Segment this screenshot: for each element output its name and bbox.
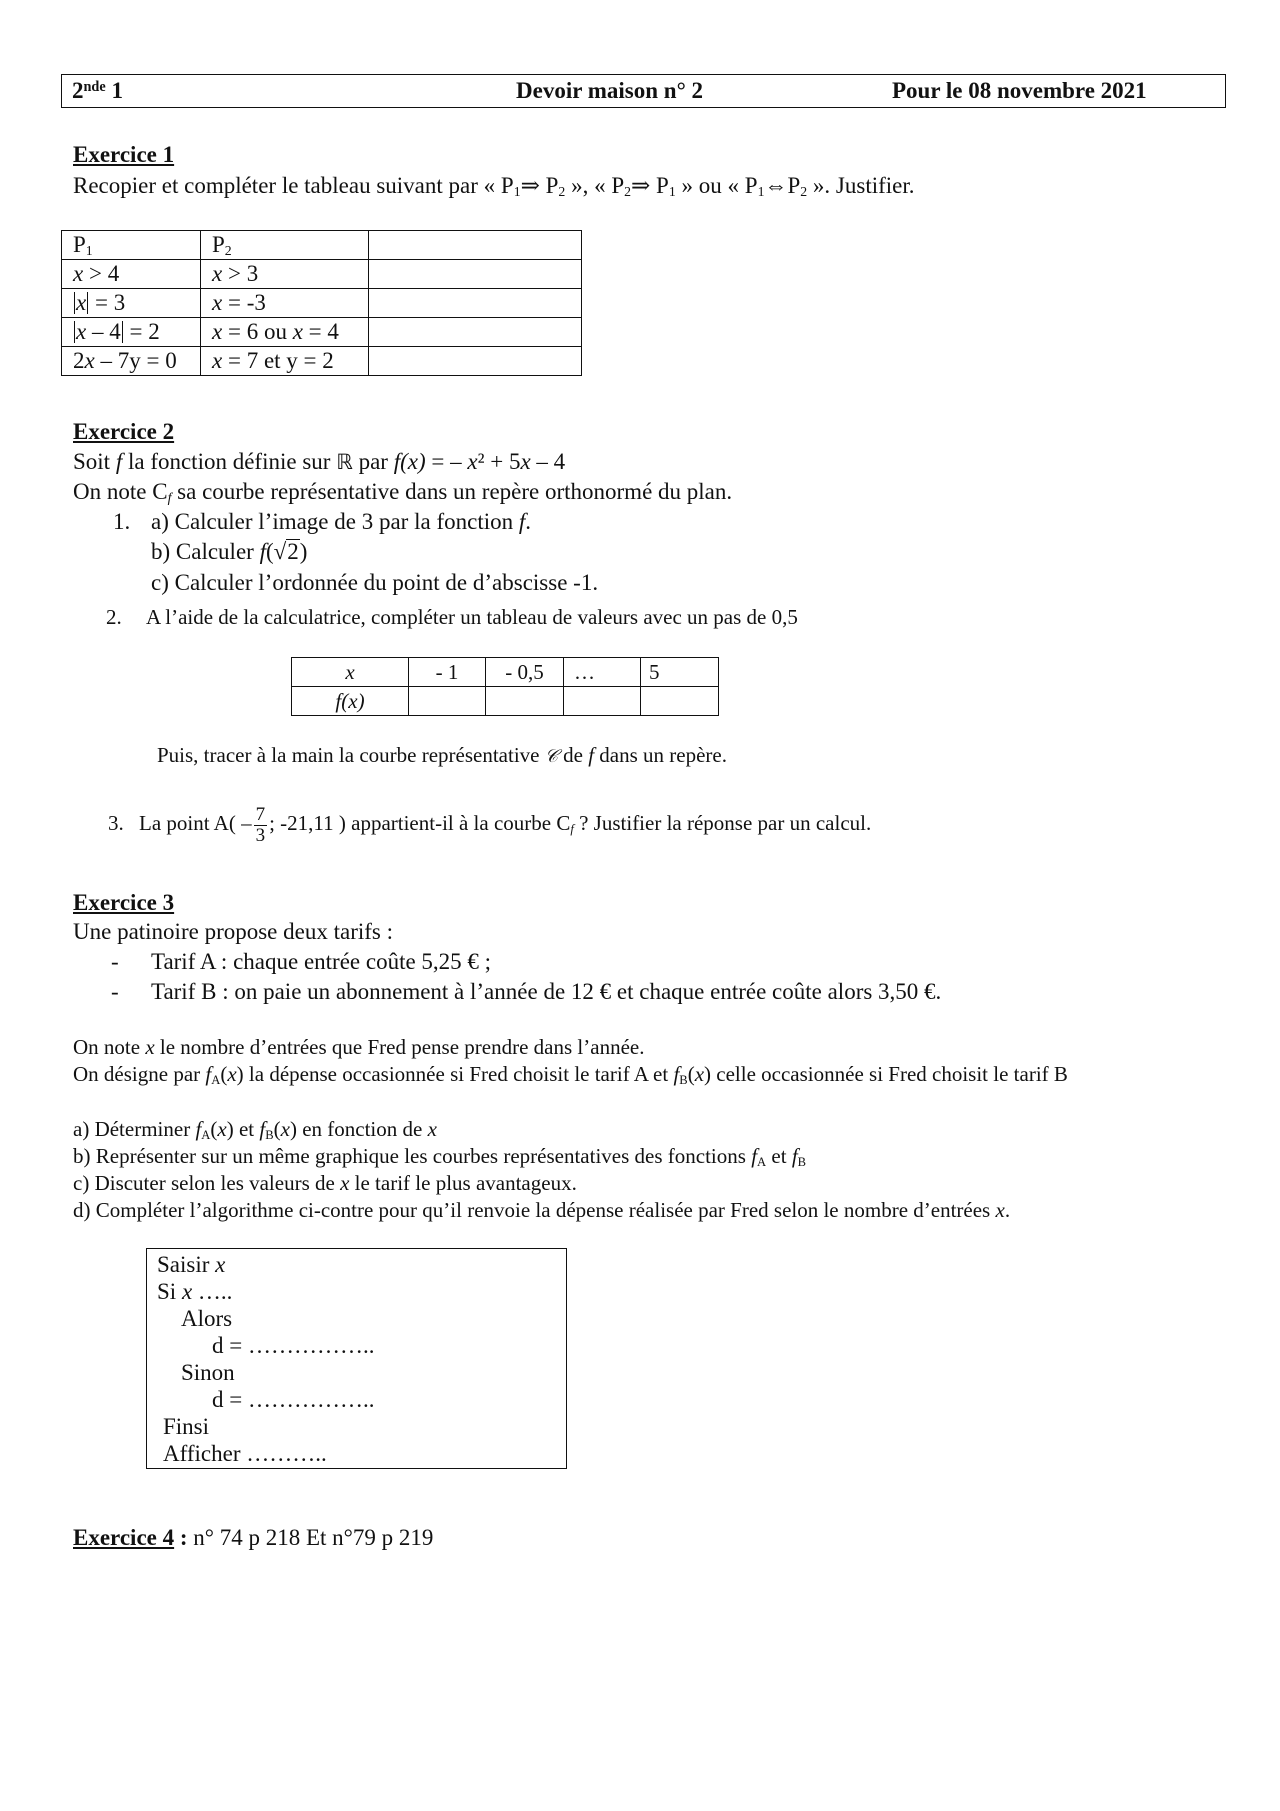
ex4: Exercice 4 : n° 74 p 218 Et n°79 p 219 (73, 1525, 434, 1550)
table-cell: x – 4 = 2 (62, 318, 201, 347)
table-row (62, 260, 582, 289)
ex3-qc: c) Discuter selon les valeurs de x le tarif le plus avantageux. (73, 1171, 577, 1195)
ex3-qd: d) Compléter l’algorithme ci-contre pour qu’il renvoie la dépense réalisée par Fred selon le nombre d’entrées x. (73, 1198, 1011, 1222)
table-cell: x > 4 (62, 260, 201, 289)
algo-line: Saisir x (157, 1252, 226, 1277)
table-cell: - 0,5 (486, 658, 564, 687)
header-box (61, 74, 1226, 108)
table-cell: f(x) (292, 687, 409, 716)
table-cell: x (292, 658, 409, 687)
table-cell (369, 347, 582, 376)
ex1-table (61, 230, 582, 376)
table-cell: - 1 (409, 658, 486, 687)
algo-line: d = …………….. (212, 1333, 375, 1358)
ex3-note-x: On note x le nombre d’entrées que Fred pense prendre dans l’année. (73, 1035, 645, 1059)
ex2-q3-number: 3. (108, 811, 124, 835)
algo-line: Alors (181, 1306, 233, 1331)
table-cell: x = 3 (62, 289, 201, 318)
table-cell (409, 687, 486, 716)
table-cell: x = 7 et y = 2 (201, 347, 369, 376)
table-cell (564, 687, 641, 716)
table-cell: x > 3 (201, 260, 369, 289)
table-cell (369, 231, 582, 260)
ex3-tarif-b: Tarif B : on paie un abonnement à l’année de 12 € et chaque entrée coûte alors 3,50 €. (151, 979, 942, 1004)
table-cell (641, 687, 719, 716)
bullet-dash: - (111, 949, 119, 974)
ex3-note-f: On désigne par $f_A(x)$ la dépense occasionnée si Fred choisit le tarif A et $f_B(x)$ celle occasionnée si Fred choisit le tarif B (73, 1062, 1068, 1087)
ex1-instructions: Recopier et compléter le tableau suivant par « $P_1\Rightarrow$ $P_2$ », « $P_2\Rightarrow$ $P_1$ » ou « $P_1\Leftrightarrow P_2$ ». Justifier. (73, 173, 915, 199)
table-row (292, 658, 719, 687)
table-row (62, 318, 582, 347)
ex2-q2: A l’aide de la calculatrice, compléter un tableau de valeurs avec un pas de 0,5 (146, 605, 798, 629)
ex3-qa: a) Déterminer $f_A(x)$ et $f_B(x)$ en fonction de x (73, 1117, 437, 1142)
assignment-title: Devoir maison n° 2 (516, 78, 704, 103)
ex3-tarif-a: Tarif A : chaque entrée coûte 5,25 € ; (151, 949, 492, 974)
table-row (62, 289, 582, 318)
ex2-curve-note: On note $C_f$ sa courbe représentative dans un repère orthonormé du plan. (73, 479, 733, 505)
ex2-q1-number: 1. (113, 509, 131, 534)
table-row (292, 687, 719, 716)
table-cell (369, 318, 582, 347)
algo-line: Sinon (181, 1360, 235, 1385)
bullet-dash: - (111, 979, 119, 1004)
algo-line: Si x ….. (157, 1279, 233, 1304)
table-cell: x = 6 ou x = 4 (201, 318, 369, 347)
table-cell: 5 (641, 658, 719, 687)
ex2-function-def: Soit f la fonction définie sur ℝ par f(x) = – x² + 5x – 4 (73, 449, 566, 474)
ex2-q3: La point A( – $\frac{7}{3}$ ; -21,11 ) appartient-il à la courbe $C_f$ ? Justifier la réponse par un calcul. (139, 803, 872, 846)
ex2-q2-number: 2. (106, 605, 122, 629)
algorithm-box (146, 1248, 567, 1469)
ex3-intro: Une patinoire propose deux tarifs : (73, 919, 393, 944)
algo-line: Finsi (163, 1414, 210, 1439)
algo-line: d = …………….. (212, 1387, 375, 1412)
algo-line: Afficher ……….. (163, 1441, 327, 1466)
table-row (62, 231, 582, 260)
table-cell (486, 687, 564, 716)
table-cell: … (564, 658, 641, 687)
ex1-title: Exercice 1 (73, 142, 175, 167)
fraction: $\frac{7}{3}$ (255, 803, 266, 846)
table-cell: 2x – 7y = 0 (62, 347, 201, 376)
ex2-title: Exercice 2 (73, 419, 175, 444)
ex3-qb: b) Représenter sur un même graphique les courbes représentatives des fonctions $f_A$ et $f_B$ (73, 1144, 807, 1169)
ex2-values-table (291, 657, 719, 716)
due-date: Pour le 08 novembre 2021 (892, 78, 1147, 103)
table-cell: $P_1$ (62, 231, 201, 260)
ex2-q1c: c) Calculer l’ordonnée du point de d’abscisse -1. (151, 570, 599, 595)
class-label: 2nde 1 (72, 78, 123, 103)
ex2-q1a: a) Calculer l’image de 3 par la fonction f. (151, 509, 531, 534)
ex2-trace-instruction: Puis, tracer à la main la courbe représentative 𝒞 de f dans un repère. (157, 743, 727, 767)
ex2-q1b: b) Calculer f(√2) (151, 539, 308, 564)
table-cell (369, 260, 582, 289)
table-cell: $P_2$ (201, 231, 369, 260)
table-cell: x = -3 (201, 289, 369, 318)
ex3-title: Exercice 3 (73, 890, 175, 915)
table-cell (369, 289, 582, 318)
table-row (62, 347, 582, 376)
